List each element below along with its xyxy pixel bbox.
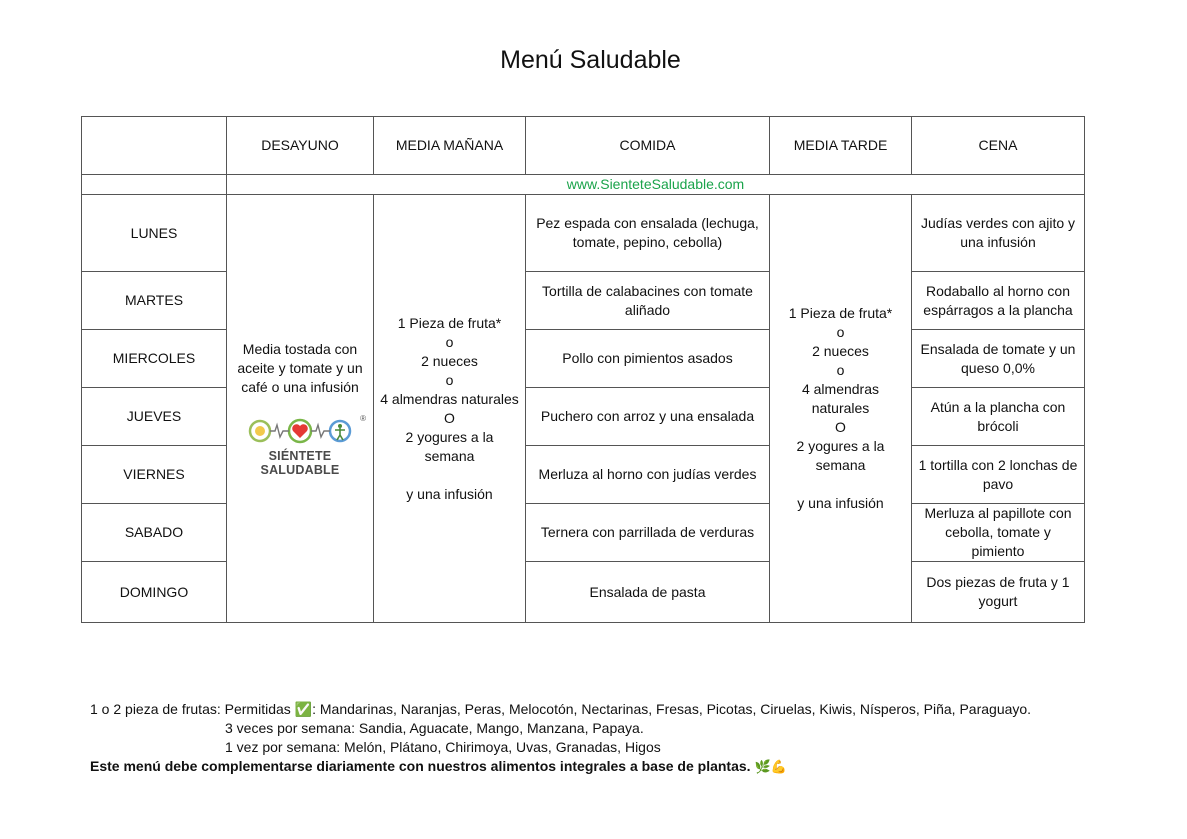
comida-cell: Ternera con parrillada de verduras (526, 504, 770, 562)
notes-line-3: 1 vez por semana: Melón, Plátano, Chirimoya, Uvas, Granadas, Higos (225, 739, 661, 755)
cena-cell: Dos piezas de fruta y 1 yogurt (912, 562, 1085, 623)
table-row (82, 195, 1085, 272)
snack-line: y una infusión (797, 495, 884, 511)
day-label: DOMINGO (82, 562, 227, 623)
comida-cell: Pez espada con ensalada (lechuga, tomate, pepino, cebolla) (526, 195, 770, 272)
day-label: VIERNES (82, 446, 227, 504)
snack-line: o (445, 333, 454, 350)
fruit-notes (90, 700, 1031, 776)
heartbeat-logo-icon (248, 415, 352, 447)
snack-line: y una infusión (406, 485, 493, 502)
day-label: LUNES (82, 195, 227, 272)
day-label: SABADO (82, 504, 227, 562)
cena-cell: Atún a la plancha con brócoli (912, 388, 1085, 446)
cena-cell: Ensalada de tomate y un queso 0,0% (912, 330, 1085, 388)
website-link[interactable]: www.SienteteSaludable.com (227, 175, 1085, 195)
snack-line (379, 466, 520, 485)
comida-cell: Ensalada de pasta (526, 562, 770, 623)
desayuno-cell (227, 195, 374, 623)
brand-logo (232, 415, 368, 477)
header-media-tarde: MEDIA TARDE (770, 117, 912, 175)
comida-cell: Tortilla de calabacines con tomate aliñado (526, 272, 770, 330)
comida-cell: Pollo con pimientos asados (526, 330, 770, 388)
notes-line-4 (90, 757, 1031, 776)
complement-text: Este menú debe complementarse diariamente con nuestros alimentos integrales a base de plantas. (90, 758, 751, 774)
snack-line: 4 almendras naturales (801, 381, 880, 416)
menu-table (81, 116, 1085, 623)
page-title: Menú Saludable (500, 46, 681, 74)
snack-line: O (444, 409, 455, 426)
day-label: MIERCOLES (82, 330, 227, 388)
header-comida: COMIDA (526, 117, 770, 175)
notes-line-2: 3 veces por semana: Sandia, Aguacate, Mango, Manzana, Papaya. (225, 720, 644, 736)
header-cena: CENA (912, 117, 1085, 175)
cena-cell: Rodaballo al horno con espárragos a la plancha (912, 272, 1085, 330)
logo-text: SIÉNTETE SALUDABLE (260, 449, 340, 477)
website-row-blank (82, 175, 227, 195)
snack-line: o (836, 324, 845, 340)
comida-cell: Puchero con arroz y una ensalada (526, 388, 770, 446)
comida-cell: Merluza al horno con judías verdes (526, 446, 770, 504)
snack-line: O (835, 419, 846, 435)
media-tarde-cell (770, 195, 912, 623)
snack-line: 1 Pieza de fruta* (788, 305, 893, 321)
cena-cell: Judías verdes con ajito y una infusión (912, 195, 1085, 272)
snack-line: o (445, 371, 454, 388)
day-label: MARTES (82, 272, 227, 330)
day-label: JUEVES (82, 388, 227, 446)
snack-line: 2 yogures a la semana (796, 438, 885, 473)
plant-muscle-emoji-icon: 🌿💪 (754, 759, 787, 774)
snack-line: 1 Pieza de fruta* (397, 314, 502, 331)
snack-line: 2 nueces (812, 343, 869, 359)
snack-line: 2 yogures a la semana (405, 428, 494, 464)
cena-cell: 1 tortilla con 2 lonchas de pavo (912, 446, 1085, 504)
corner-header (82, 117, 227, 175)
registered-mark: ® (360, 414, 366, 423)
snack-line: o (836, 362, 845, 378)
media-manana-cell (374, 195, 526, 623)
header-desayuno: DESAYUNO (227, 117, 374, 175)
desayuno-text: Media tostada con aceite y tomate y un café o una infusión (237, 341, 363, 395)
header-media-manana: MEDIA MAÑANA (374, 117, 526, 175)
header-row (82, 117, 1085, 175)
snack-line (775, 475, 906, 494)
notes-line-1: 1 o 2 pieza de frutas: Permitidas ✅: Mandarinas, Naranjas, Peras, Melocotón, Nectarinas, Fresas, Picotas, Ciruelas, Kiwis, Nísperos, Piña, Paraguayo. (90, 701, 1032, 717)
website-row (82, 175, 1085, 195)
snack-line: 4 almendras naturales (380, 390, 519, 407)
cena-cell: Merluza al papillote con cebolla, tomate y pimiento (912, 504, 1085, 562)
snack-line: 2 nueces (421, 352, 478, 369)
